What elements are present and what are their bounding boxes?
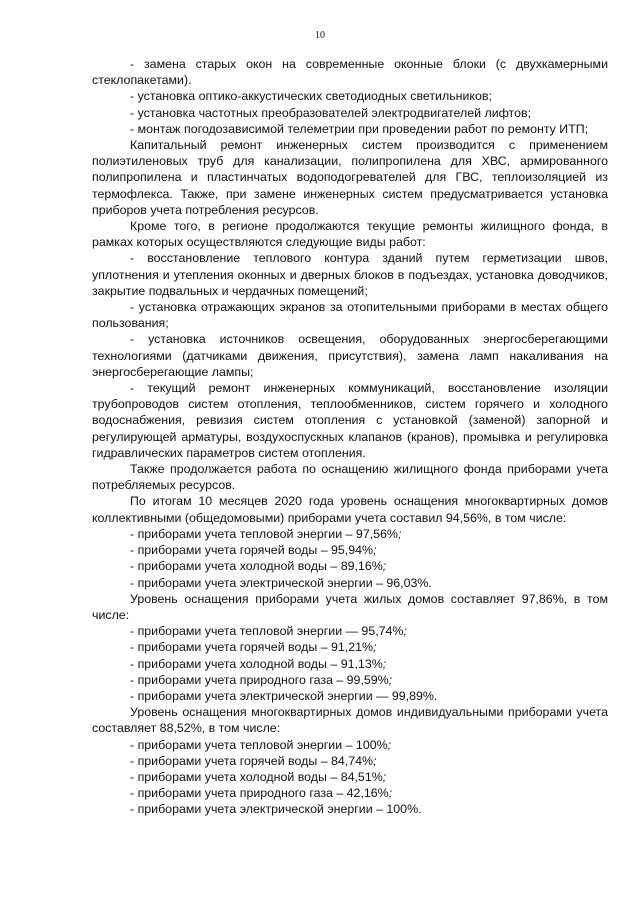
item-terminator: ; (388, 786, 393, 801)
list-item (92, 688, 608, 704)
list-item (92, 639, 608, 655)
item-terminator: ; (382, 656, 387, 671)
list-item (92, 672, 608, 688)
list-item (92, 526, 608, 542)
paragraph (92, 591, 608, 623)
list-item (92, 753, 608, 769)
paragraph (92, 56, 608, 88)
paragraph (92, 250, 608, 299)
block-text: - приборами учета тепловой энергии — 95,74% (130, 624, 404, 639)
block-text: - установка оптико-аккустических светодиодных светильников; (130, 89, 492, 104)
block-text: - монтаж погодозависимой телеметрии при проведении работ по ремонту ИТП; (130, 121, 589, 136)
list-item (92, 542, 608, 558)
paragraph (92, 218, 608, 250)
item-terminator: ; (373, 543, 377, 558)
block-text: Уровень оснащения приборами учета жилых домов составляет 97,86%, в том числе: (92, 591, 608, 622)
list-item (92, 623, 608, 639)
paragraph (92, 331, 608, 380)
block-text: - приборами учета тепловой энергии – 97,56% (130, 526, 398, 541)
item-terminator: ; (387, 737, 392, 752)
block-text: - приборами учета горячей воды – 84,74% (130, 753, 374, 768)
block-text: - приборами учета горячей воды – 95,94% (130, 543, 374, 558)
block-text: - приборами учета холодной воды – 91,13% (130, 656, 383, 671)
block-text: Уровень оснащения многоквартирных домов индивидуальными приборами учета составляет 88,52%, в том числе: (92, 705, 608, 736)
block-text: Кроме того, в регионе продолжаются текущие ремонты жилищного фонда, в рамках которых осуществляются следующие виды работ: (92, 219, 608, 250)
paragraph (92, 121, 608, 137)
block-text: - замена старых окон на современные оконные блоки (с двухкамерными стеклопакетами). (92, 57, 608, 88)
paragraph (92, 105, 608, 121)
block-text: - текущий ремонт инженерных коммуникаций, восстановление изоляции трубопроводов систем отопления, теплообменников, систем горячего и холодного водоснабжения, ревизия систем отопления с установкой (заменой) запорной и регулирующей арматуры, воздухоспускных клапанов (кранов), промывка и регулировка гидравлических параметров систем отопления. (92, 381, 608, 460)
item-terminator: ; (397, 526, 402, 541)
list-item (92, 575, 608, 591)
paragraph (92, 461, 608, 493)
block-text: - установка отражающих экранов за отопительными приборами в местах общего пользования; (92, 300, 608, 331)
document-body (92, 56, 608, 818)
block-text: - приборами учета тепловой энергии – 100% (130, 737, 388, 752)
paragraph (92, 299, 608, 331)
block-text: - приборами учета природного газа – 42,16% (130, 786, 389, 801)
paragraph (92, 704, 608, 736)
paragraph (92, 493, 608, 525)
block-text: - восстановление теплового контура зданий путем герметизации швов, уплотнения и утепления оконных и дверных блоков в подъездах, установка доводчиков, закрытие подвальных и чердачных помещений; (92, 251, 608, 298)
paragraph (92, 137, 608, 218)
block-text: - приборами учета холодной воды – 84,51% (130, 769, 383, 784)
item-terminator: ; (388, 672, 393, 687)
list-item (92, 785, 608, 801)
block-text: - приборами учета электрической энергии – 100%. (130, 802, 422, 817)
list-item (92, 737, 608, 753)
list-item (92, 769, 608, 785)
list-item (92, 656, 608, 672)
block-text: Капитальный ремонт инженерных систем производится с применением полиэтиленовых труб для канализации, полипропилена для ХВС, армированного полипропилена и пластинчатых водоподогревателей для ГВС, теплоизоляцией из термофлекса. Также, при замене инженерных систем предусматривается установка приборов учета потребления ресурсов. (92, 138, 608, 217)
paragraph (92, 380, 608, 461)
page-number: 10 (315, 30, 325, 41)
block-text: По итогам 10 месяцев 2020 года уровень оснащения многоквартирных домов коллективными (общедомовыми) приборами учета составил 94,56%, в том числе: (92, 494, 608, 525)
item-terminator: ; (373, 753, 377, 768)
paragraph (92, 88, 608, 104)
list-item (92, 801, 608, 817)
block-text: - приборами учета горячей воды – 91,21% (130, 640, 374, 655)
block-text: - приборами учета холодной воды – 89,16% (130, 559, 383, 574)
item-terminator: ; (382, 559, 387, 574)
block-text: - приборами учета природного газа – 99,59% (130, 672, 389, 687)
list-item (92, 558, 608, 574)
item-terminator: ; (373, 640, 377, 655)
item-terminator: ; (382, 769, 387, 784)
block-text: - установка частотных преобразователей электродвигателей лифтов; (130, 105, 532, 120)
item-terminator: ; (403, 624, 407, 639)
block-text: - установка источников освещения, оборудованных энергосберегающими технологиями (датчиками движения, присутствия), замена ламп накаливания на энергосберегающие лампы; (92, 332, 608, 379)
block-text: - приборами учета электрической энергии – 96,03%. (130, 575, 432, 590)
block-text: Также продолжается работа по оснащению жилищного фонда приборами учета потребляемых ресурсов. (92, 462, 608, 493)
block-text: - приборами учета электрической энергии — 99,89%. (130, 688, 438, 703)
